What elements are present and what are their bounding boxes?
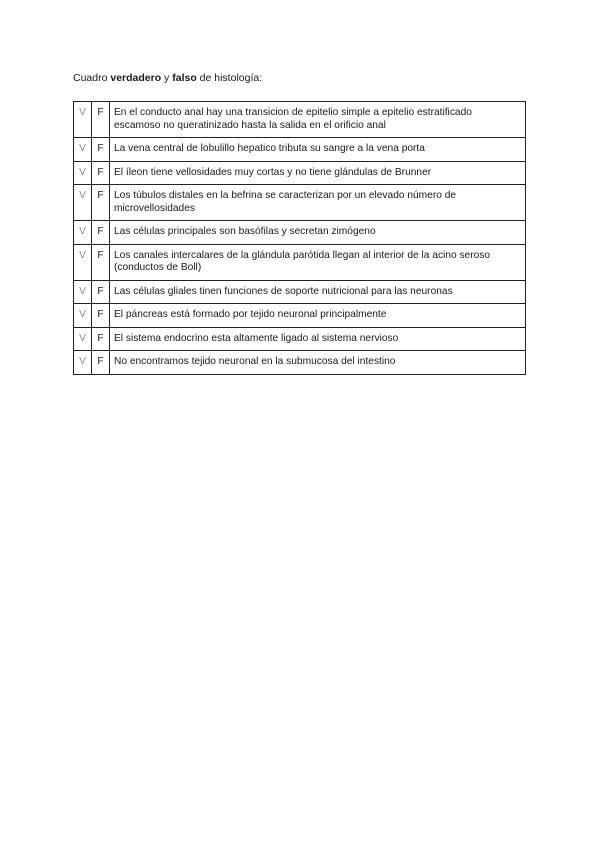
- false-option[interactable]: F: [92, 185, 110, 221]
- true-option[interactable]: V: [74, 244, 92, 280]
- statement-text: La vena central de lobulillo hepatico tributa su sangre a la vena porta: [110, 138, 526, 162]
- false-option[interactable]: F: [92, 304, 110, 328]
- true-option[interactable]: V: [74, 304, 92, 328]
- page-heading: [73, 71, 262, 85]
- false-option[interactable]: F: [92, 351, 110, 375]
- true-option[interactable]: V: [74, 138, 92, 162]
- true-option[interactable]: V: [74, 185, 92, 221]
- table-row: [74, 327, 526, 351]
- true-option[interactable]: V: [74, 102, 92, 138]
- table-row: [74, 280, 526, 304]
- false-option[interactable]: F: [92, 221, 110, 245]
- table-row: [74, 244, 526, 280]
- false-option[interactable]: F: [92, 138, 110, 162]
- table-row: [74, 102, 526, 138]
- heading-middle: y: [161, 72, 173, 84]
- statement-text: El sistema endocrino esta altamente ligado al sistema nervioso: [110, 327, 526, 351]
- false-option[interactable]: F: [92, 244, 110, 280]
- heading-prefix: Cuadro: [73, 72, 111, 84]
- table-row: [74, 304, 526, 328]
- true-false-table: [73, 101, 526, 375]
- heading-bold-false: falso: [172, 72, 197, 84]
- false-option[interactable]: F: [92, 280, 110, 304]
- heading-bold-true: verdadero: [110, 72, 162, 84]
- table-row: [74, 161, 526, 185]
- false-option[interactable]: F: [92, 327, 110, 351]
- true-option[interactable]: V: [74, 221, 92, 245]
- statement-text: El páncreas está formado por tejido neuronal principalmente: [110, 304, 526, 328]
- true-option[interactable]: V: [74, 161, 92, 185]
- statement-text: Las células principales son basófilas y secretan zimógeno: [110, 221, 526, 245]
- true-option[interactable]: V: [74, 351, 92, 375]
- false-option[interactable]: F: [92, 161, 110, 185]
- statement-text: Los canales intercalares de la glándula parótida llegan al interior de la acino seroso (conductos de Boll): [110, 244, 526, 280]
- statement-text: Los túbulos distales en la befrina se caracterizan por un elevado número de microvellosidades: [110, 185, 526, 221]
- false-option[interactable]: F: [92, 102, 110, 138]
- statement-text: Las células gliales tinen funciones de soporte nutricional para las neuronas: [110, 280, 526, 304]
- table-row: [74, 351, 526, 375]
- table-row: [74, 138, 526, 162]
- statement-text: En el conducto anal hay una transicion de epitelio simple a epitelio estratificado escamoso no queratinizado hasta la salida en el orificio anal: [110, 102, 526, 138]
- table-row: [74, 185, 526, 221]
- table-row: [74, 221, 526, 245]
- statement-text: El íleon tiene vellosidades muy cortas y no tiene glándulas de Brunner: [110, 161, 526, 185]
- true-option[interactable]: V: [74, 327, 92, 351]
- heading-suffix: de histología:: [196, 72, 263, 84]
- true-option[interactable]: V: [74, 280, 92, 304]
- statement-text: No encontramos tejido neuronal en la submucosa del intestino: [110, 351, 526, 375]
